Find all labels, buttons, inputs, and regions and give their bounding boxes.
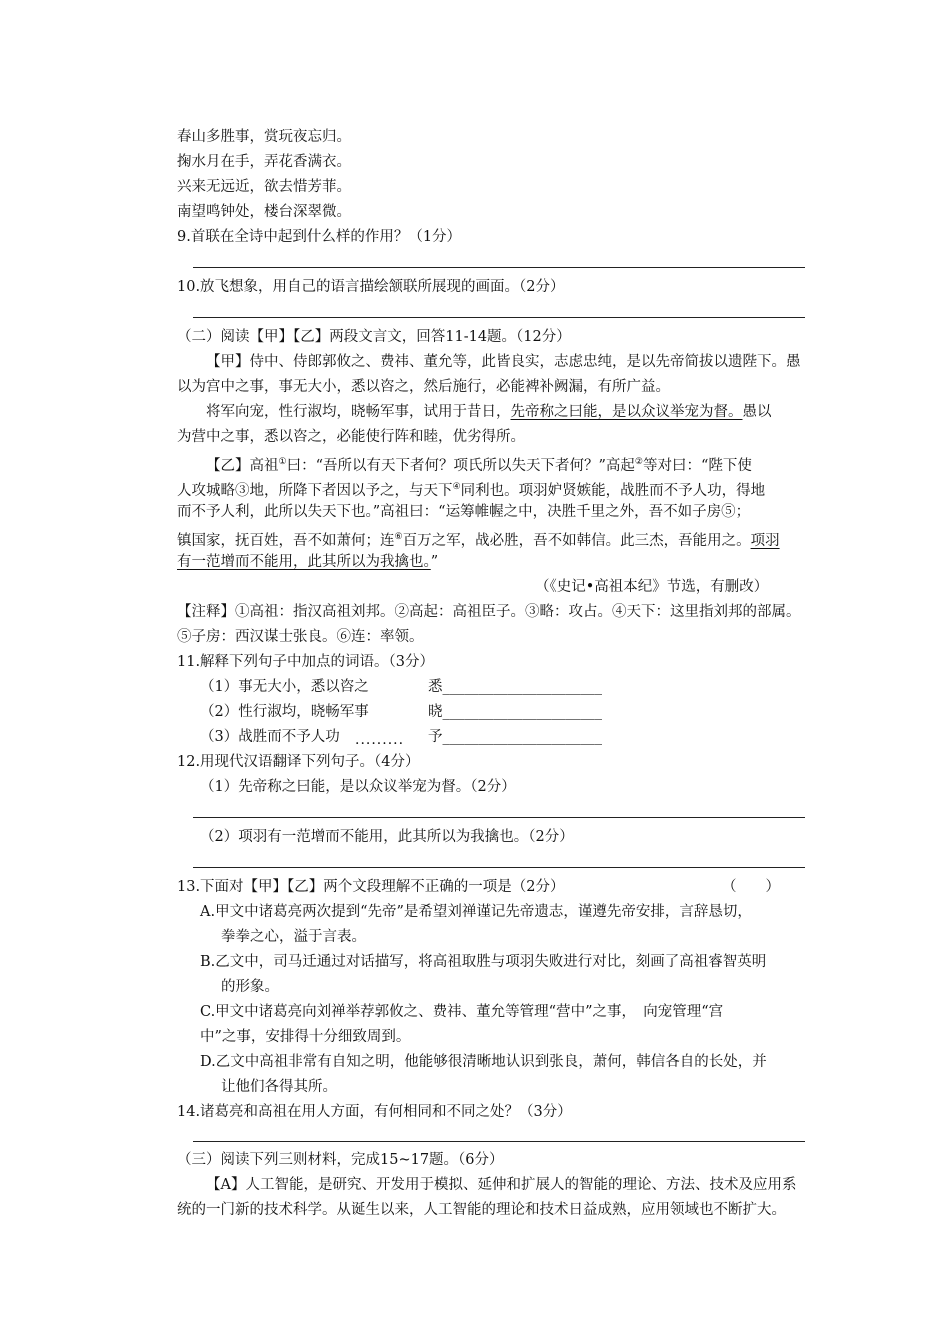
question-11-item-1: （1）事无大小，悉以咨之 bbox=[200, 679, 369, 695]
question-12-item-1: （1）先帝称之曰能，是以众议举宠为督。（2分） bbox=[200, 779, 516, 795]
option-c-line-2: 中”之事，安排得十分细致周到。 bbox=[200, 1029, 411, 1045]
jia-paragraph-1-line-1: 【甲】侍中、侍郎郭攸之、费祎、董允等，此皆良实，志虑忠纯，是以先帝简拔以遗陛下。愚 bbox=[206, 354, 801, 370]
option-d-line-2: 让他们各得其所。 bbox=[221, 1079, 337, 1095]
question-12: 12.用现代汉语翻译下列句子。（4分） bbox=[177, 754, 420, 770]
answer-line-12-1[interactable] bbox=[193, 817, 805, 818]
jia-paragraph-2-line-2: 为营中之事，悉以咨之，必能使行阵和睦，优劣得所。 bbox=[177, 429, 525, 445]
question-11-blank-2[interactable]: 晓______________________ bbox=[428, 704, 602, 720]
yi-text: 【乙】高祖 bbox=[206, 457, 279, 474]
option-d-line-1: D.乙文中高祖非常有自知之明，他能够很清晰地认识到张良，萧何，韩信各自的长处，并 bbox=[200, 1054, 767, 1070]
question-11-item-2: （2）性行淑均，晓畅军事 bbox=[200, 704, 369, 720]
option-c-line-1: C.甲文中诸葛亮向刘禅举荐郭攸之、费祎、董允等管理“营中”之事， 向宠管理“宫 bbox=[200, 1004, 724, 1020]
yi-text: 等对曰：“陛下使 bbox=[642, 457, 752, 474]
emphasis-dots: ········· bbox=[355, 736, 405, 752]
source-citation: （《史记•高祖本纪》节选，有删改） bbox=[535, 579, 769, 595]
yi-line-5 bbox=[177, 550, 438, 575]
option-a-line-2: 拳拳之心，溢于言表。 bbox=[221, 929, 366, 945]
answer-line-14[interactable] bbox=[193, 1141, 805, 1142]
question-11: 11.解释下列句子中加点的词语。（3分） bbox=[177, 654, 435, 670]
poem-line-2: 掬水月在手，弄花香满衣。 bbox=[177, 154, 351, 170]
jia-paragraph-1-line-2: 以为宫中之事，事无大小，悉以咨之，然后施行，必能裨补阙漏，有所广益。 bbox=[177, 379, 670, 395]
yi-text: 百万之军，战必胜，吾不如韩信。此三杰，吾能用之。 bbox=[402, 532, 751, 549]
poem-line-1: 春山多胜事，赏玩夜忘归。 bbox=[177, 129, 351, 145]
material-a-line-1: 【A】人工智能，是研究、开发用于模拟、延伸和扩展人的智能的理论、方法、技术及应用系 bbox=[206, 1177, 797, 1193]
material-a-line-2: 统的一门新的技术科学。从诞生以来，人工智能的理论和技术日益成熟，应用领域也不断扩大。 bbox=[177, 1202, 786, 1218]
answer-line-12-2[interactable] bbox=[193, 867, 805, 868]
answer-line-9[interactable] bbox=[193, 267, 805, 268]
section-2-title: （二）阅读【甲】【乙】两段文言文，回答11-14题。（12分） bbox=[177, 329, 571, 345]
option-b-line-1: B.乙文中，司马迁通过对话描写，将高祖取胜与项羽失败进行对比，刻画了高祖睿智英明 bbox=[200, 954, 767, 970]
footnote-marker: ④ bbox=[452, 482, 461, 492]
answer-line-10[interactable] bbox=[193, 317, 805, 318]
yi-text: 镇国家，抚百姓，吾不如萧何；连 bbox=[177, 532, 395, 549]
footnote-marker: ⑥ bbox=[394, 532, 403, 542]
option-b-line-2: 的形象。 bbox=[221, 979, 279, 995]
question-14: 14.诸葛亮和高祖在用人方面，有何相同和不同之处？（3分） bbox=[177, 1104, 572, 1120]
question-10: 10.放飞想象，用自己的语言描绘颔联所展现的画面。（2分） bbox=[177, 279, 565, 295]
jia-paragraph-2-line-1 bbox=[206, 400, 772, 425]
jia-text: 将军向宠，性行淑均，晓畅军事，试用于昔日， bbox=[206, 404, 511, 420]
question-9: 9.首联在全诗中起到什么样的作用？（1分） bbox=[177, 229, 462, 245]
underlined-sentence: 项羽 bbox=[750, 532, 780, 549]
yi-text: 同利也。项羽妒贤嫉能，战胜而不予人功，得地 bbox=[460, 482, 766, 499]
jia-text: 愚以 bbox=[742, 404, 772, 420]
option-a-line-1: A.甲文中诸葛亮两次提到“先帝”是希望刘禅谨记先帝遗志，谨遵先帝安排，言辞恳切， bbox=[200, 904, 752, 920]
yi-line-3: 而不予人利，此所以失天下也。”高祖曰：“运筹帷幄之中，决胜千里之外，吾不如子房⑤； bbox=[177, 504, 751, 520]
answer-bracket[interactable]: （ ） bbox=[722, 879, 780, 895]
notes-line-1: 【注释】①高祖：指汉高祖刘邦。②高起：高祖臣子。③略：攻占。④天下：这里指刘邦的部属。 bbox=[177, 604, 801, 620]
question-11-item-3: （3）战胜而不予人功 bbox=[200, 729, 340, 745]
yi-text: ” bbox=[430, 554, 439, 570]
poem-line-4: 南望鸣钟处，楼台深翠微。 bbox=[177, 204, 351, 220]
notes-line-2: ⑤子房：西汉谋士张良。⑥连：率领。 bbox=[177, 629, 424, 645]
footnote-marker: ② bbox=[634, 457, 643, 467]
question-12-item-2: （2）项羽有一范增而不能用，此其所以为我擒也。（2分） bbox=[200, 829, 574, 845]
poem-line-3: 兴来无远近，欲去惜芳菲。 bbox=[177, 179, 351, 195]
section-3-title: （三）阅读下列三则材料，完成15~17题。（6分） bbox=[177, 1152, 504, 1168]
question-13: 13.下面对【甲】【乙】两个文段理解不正确的一项是（2分） bbox=[177, 879, 565, 895]
underlined-sentence: 有一范增而不能用，此其所以为我擒也。 bbox=[177, 554, 431, 570]
yi-text: 人攻城略③地，所降下者因以予之，与天下 bbox=[177, 482, 453, 499]
underlined-sentence: 先帝称之曰能，是以众议举宠为督。 bbox=[510, 404, 743, 420]
question-11-blank-3[interactable]: 予______________________ bbox=[428, 729, 602, 745]
footnote-marker: ① bbox=[278, 457, 287, 467]
yi-text: 曰：“吾所以有天下者何？项氏所以失天下者何？”高起 bbox=[286, 457, 635, 474]
question-11-blank-1[interactable]: 悉______________________ bbox=[428, 679, 602, 695]
